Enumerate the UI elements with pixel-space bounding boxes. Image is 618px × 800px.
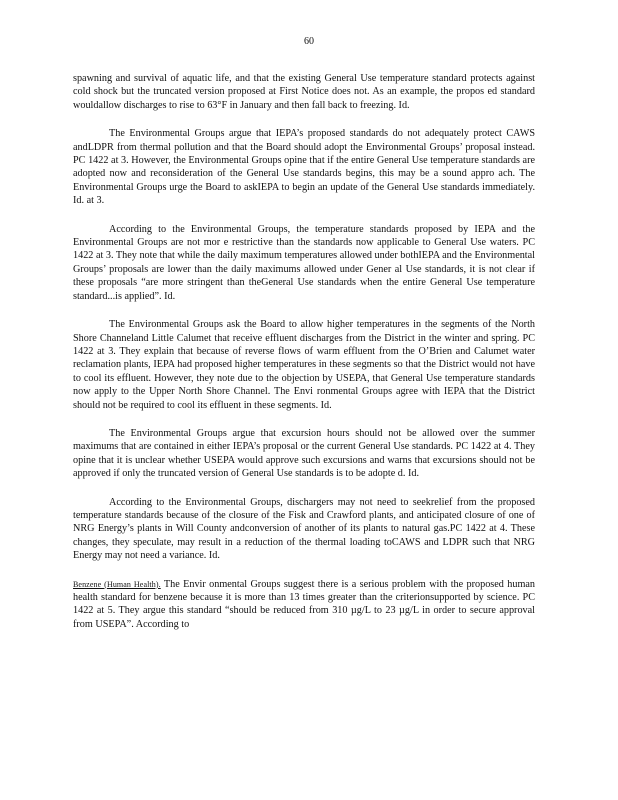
- document-body: [73, 72, 535, 646]
- benzene-heading: Benzene (Human Health).: [73, 579, 161, 589]
- paragraph-5: The Environmental Groups argue that excursion hours should not be allowed over the summer maximums that are contained in either IEPA’s proposal or the current General Use standards. PC 1422 at 4. They opine that it is unclear whether USEPA would approve such excursions and warns that excursions should not be approved if only the truncated version of General Use standards is to be adopte d. Id.: [73, 427, 535, 480]
- paragraph-2: The Environmental Groups argue that IEPA’s proposed standards do not adequately protect CAWS andLDPR from thermal pollution and that the Board should adopt the Environmental Groups’ proposal instead. PC 1422 at 3. However, the Environmental Groups opine that if the entire General Use temperature standards are adopted now and reconsideration of the General Use standards begins, this may be a sound appro ach. The Environmental Groups urge the Board to askIEPA to begin an update of the General Use standards immediately. Id. at 3.: [73, 128, 535, 207]
- paragraph-1: spawning and survival of aquatic life, and that the existing General Use temperature standard protects against cold shock but the truncated version proposed at First Notice does not. As an example, the propos ed standard wouldallow discharges to rise to 63°F in January and then fall back to freezing. Id.: [73, 73, 535, 111]
- paragraph-3: According to the Environmental Groups, the temperature standards proposed by IEPA and the Environmental Groups are not mor e restrictive than the standards now applicable to General Use waters. PC 1422 at 3. They note that while the daily maximum temperatures allowed under bothIEPA and the Environmental Groups’ proposals are lower than the daily maximums allowed under Gener al Use standards, it is not clear if these proposals “are more stringent than theGeneral Use standards when the entire General Use temperature standard...is applied”. Id.: [73, 223, 535, 302]
- paragraph-4: The Environmental Groups ask the Board to allow higher temperatures in the segments of the North Shore Channeland Little Calumet that receive effluent discharges from the District in the winter and spring. PC 1422 at 3. They explain that because of reverse flows of warm effluent from the O’Brien and Calumet water reclamation plants, IEPA had proposed higher temperatures in these segments so that the District would not have to cool its effluent. However, they note due to the objection by USEPA, that General Use temperature standards now apply to the Upper North Shore Channel. The Envi ronmental Groups agree with IEPA that the District should not be required to cool its effluent in these segments. Id.: [73, 319, 535, 411]
- paragraph-benzene: [73, 578, 535, 632]
- page-number: 60: [304, 36, 314, 47]
- paragraph-6: According to the Environmental Groups, dischargers may not need to seekrelief from the proposed temperature standards because of the closure of the Fisk and Crawford plants, and anticipated closure of one of NRG Energy’s plants in Will County andconversion of another of its plants to natural gas.PC 1422 at 4. These changes, they speculate, may result in a reduction of the thermal loading toCAWS and LDPR such that NRG Energy may not need a variance. Id.: [73, 496, 535, 562]
- benzene-text: The Envir onmental Groups suggest there is a serious problem with the proposed human health standard for benzene because it is more than 13 times greater than the criterionsupported by science. PC 1422 at 5. They argue this standard “should be reduced from 310 µg/L to 23 µg/L in order to secure approval from USEPA”. According to: [73, 578, 535, 630]
